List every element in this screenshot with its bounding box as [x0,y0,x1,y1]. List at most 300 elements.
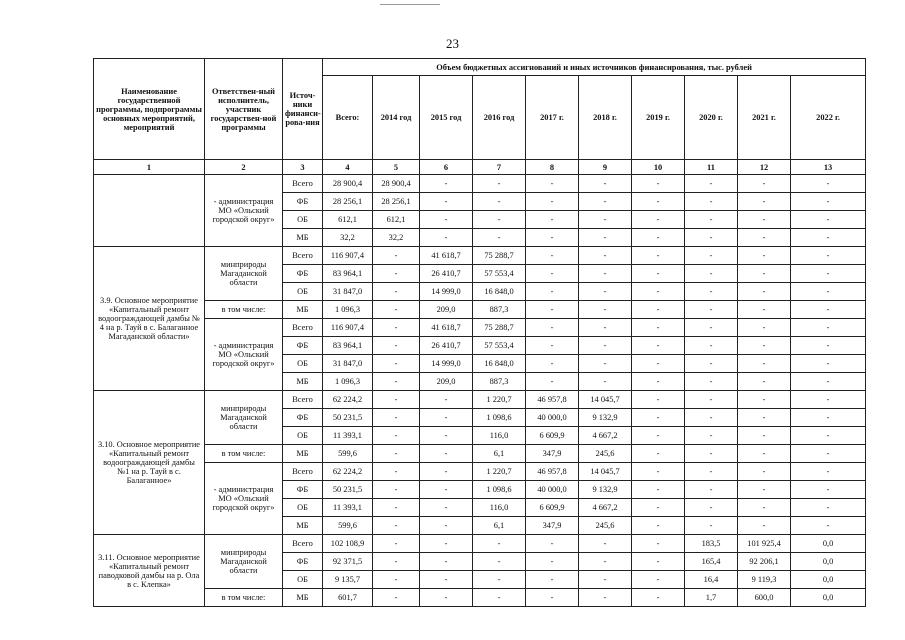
executor-note-cell: в том числе: [205,301,283,319]
value-cell: - [791,193,866,211]
funding-source-cell: ФБ [283,193,323,211]
value-cell: 31 847,0 [323,283,373,301]
value-cell: - [526,265,579,283]
value-cell: - [526,301,579,319]
value-cell: - [526,535,579,553]
funding-source-cell: ОБ [283,211,323,229]
value-cell: - [632,571,685,589]
value-cell: - [632,445,685,463]
column-number: 8 [526,160,579,175]
value-cell: - [632,535,685,553]
value-cell: - [420,481,473,499]
value-cell: - [526,553,579,571]
table-row [94,301,866,319]
table-row [94,247,866,265]
value-cell: - [685,517,738,535]
value-cell: - [420,427,473,445]
column-numbers-row [94,160,866,175]
value-cell: - [685,373,738,391]
value-cell: - [632,283,685,301]
value-cell: - [791,427,866,445]
value-cell: 75 288,7 [473,247,526,265]
value-cell: - [738,229,791,247]
header-year-2019: 2019 г. [632,76,685,160]
value-cell: - [420,589,473,607]
value-cell: - [579,283,632,301]
value-cell: - [791,481,866,499]
value-cell: 116,0 [473,427,526,445]
table-row [94,589,866,607]
executor-note-cell: в том числе: [205,589,283,607]
executor-cell: - администрация МО «Ольский городской округ» [205,463,283,535]
value-cell: 41 618,7 [420,319,473,337]
value-cell: 347,9 [526,517,579,535]
value-cell: 62 224,2 [323,463,373,481]
value-cell: - [373,589,420,607]
value-cell: - [373,481,420,499]
value-cell: - [685,391,738,409]
value-cell: - [579,337,632,355]
value-cell: - [685,445,738,463]
table-row [94,535,866,553]
value-cell: 50 231,5 [323,481,373,499]
value-cell: - [685,265,738,283]
column-number: 11 [685,160,738,175]
header-year-2014: 2014 год [373,76,420,160]
funding-source-cell: ОБ [283,355,323,373]
measure-name-cell [94,175,205,247]
value-cell: - [685,481,738,499]
financing-table [93,58,866,607]
value-cell: - [791,463,866,481]
value-cell: 165,4 [685,553,738,571]
value-cell: 183,5 [685,535,738,553]
column-number: 4 [323,160,373,175]
value-cell: - [791,517,866,535]
value-cell: - [738,175,791,193]
value-cell: 601,7 [323,589,373,607]
header-year-2020: 2020 г. [685,76,738,160]
funding-source-cell: Всего [283,247,323,265]
value-cell: - [579,265,632,283]
value-cell: - [738,247,791,265]
value-cell: - [526,589,579,607]
table-row [94,445,866,463]
value-cell: - [373,355,420,373]
value-cell: - [685,211,738,229]
value-cell: - [579,211,632,229]
value-cell: 11 393,1 [323,499,373,517]
value-cell: - [373,553,420,571]
value-cell: - [420,409,473,427]
funding-source-cell: МБ [283,445,323,463]
value-cell: - [579,319,632,337]
value-cell: 57 553,4 [473,337,526,355]
value-cell: - [420,517,473,535]
value-cell: 14 999,0 [420,355,473,373]
value-cell: - [373,301,420,319]
value-cell: 116 907,4 [323,319,373,337]
value-cell: - [579,589,632,607]
value-cell: - [473,553,526,571]
column-number: 6 [420,160,473,175]
value-cell: - [791,211,866,229]
executor-cell: - администрация МО «Ольский городской округ» [205,319,283,391]
value-cell: - [791,355,866,373]
value-cell: 9 135,7 [323,571,373,589]
value-cell: - [791,229,866,247]
funding-source-cell: ФБ [283,337,323,355]
value-cell: 14 045,7 [579,463,632,481]
value-cell: - [526,247,579,265]
header-funding-source: Источ-ники финанси-рова-ния [283,59,323,160]
value-cell: 14 045,7 [579,391,632,409]
value-cell: - [632,175,685,193]
value-cell: 347,9 [526,445,579,463]
value-cell: 0,0 [791,535,866,553]
value-cell: - [632,319,685,337]
value-cell: - [791,445,866,463]
value-cell: - [579,175,632,193]
value-cell: - [738,211,791,229]
value-cell: - [632,427,685,445]
value-cell: - [685,337,738,355]
value-cell: - [473,211,526,229]
value-cell: - [373,265,420,283]
value-cell: 1 220,7 [473,463,526,481]
value-cell: - [632,409,685,427]
value-cell: 16 848,0 [473,283,526,301]
value-cell: - [738,427,791,445]
value-cell: - [632,337,685,355]
executor-cell: минприроды Магаданской области [205,247,283,301]
value-cell: 50 231,5 [323,409,373,427]
value-cell: - [373,337,420,355]
value-cell: - [738,499,791,517]
column-number: 13 [791,160,866,175]
value-cell: - [685,463,738,481]
value-cell: - [738,319,791,337]
value-cell: 1 098,6 [473,481,526,499]
column-number: 10 [632,160,685,175]
value-cell: - [791,301,866,319]
value-cell: - [738,373,791,391]
value-cell: 11 393,1 [323,427,373,445]
value-cell: - [579,301,632,319]
value-cell: - [685,355,738,373]
value-cell: - [473,193,526,211]
value-cell: - [685,427,738,445]
column-number: 2 [205,160,283,175]
funding-source-cell: Всего [283,175,323,193]
column-number: 1 [94,160,205,175]
funding-source-cell: Всего [283,319,323,337]
measure-name-cell: 3.11. Основное мероприятие «Капитальный ремонт паводковой дамбы на р. Ола в с. Клепка» [94,535,205,607]
value-cell: - [685,283,738,301]
value-cell: 245,6 [579,517,632,535]
value-cell: - [738,463,791,481]
value-cell: - [632,553,685,571]
value-cell: 6,1 [473,445,526,463]
value-cell: - [373,463,420,481]
value-cell: 6 609,9 [526,499,579,517]
column-number: 9 [579,160,632,175]
table-row [94,319,866,337]
value-cell: - [579,373,632,391]
value-cell: 28 256,1 [323,193,373,211]
value-cell: - [420,445,473,463]
value-cell: - [632,589,685,607]
value-cell: 28 256,1 [373,193,420,211]
value-cell: - [526,175,579,193]
value-cell: - [685,301,738,319]
value-cell: 600,0 [738,589,791,607]
table-row [94,463,866,481]
value-cell: - [579,247,632,265]
value-cell: - [632,463,685,481]
value-cell: 4 667,2 [579,499,632,517]
value-cell: 599,6 [323,517,373,535]
value-cell: - [632,211,685,229]
funding-source-cell: Всего [283,391,323,409]
funding-source-cell: МБ [283,301,323,319]
value-cell: 209,0 [420,373,473,391]
scan-artifact-line [380,4,440,5]
value-cell: - [526,229,579,247]
value-cell: - [738,301,791,319]
executor-cell: минприроды Магаданской области [205,391,283,445]
value-cell: 16 848,0 [473,355,526,373]
measure-name-cell: 3.10. Основное мероприятие «Капитальный ремонт водоограждающей дамбы №1 на р. Тауй в с. Балаганное» [94,391,205,535]
header-year-2015: 2015 год [420,76,473,160]
header-year-2022: 2022 г. [791,76,866,160]
value-cell: - [473,571,526,589]
value-cell: - [632,355,685,373]
value-cell: 46 957,8 [526,463,579,481]
value-cell: - [791,499,866,517]
value-cell: - [579,535,632,553]
executor-cell: минприроды Магаданской области [205,535,283,589]
value-cell: - [420,211,473,229]
value-cell: - [420,571,473,589]
value-cell: 41 618,7 [420,247,473,265]
value-cell: - [420,499,473,517]
value-cell: - [685,247,738,265]
value-cell: - [685,409,738,427]
value-cell: - [685,229,738,247]
header-year-2017: 2017 г. [526,76,579,160]
value-cell: 26 410,7 [420,265,473,283]
value-cell: - [373,571,420,589]
value-cell: - [632,517,685,535]
header-year-2021: 2021 г. [738,76,791,160]
value-cell: - [632,301,685,319]
value-cell: 6,1 [473,517,526,535]
value-cell: 31 847,0 [323,355,373,373]
value-cell: - [526,571,579,589]
header-executor: Ответствен-ный исполнитель, участник государствен-ной программы [205,59,283,160]
value-cell: - [685,319,738,337]
funding-source-cell: МБ [283,589,323,607]
value-cell: 92 371,5 [323,553,373,571]
value-cell: 83 964,1 [323,337,373,355]
value-cell: 40 000,0 [526,481,579,499]
value-cell: - [420,535,473,553]
value-cell: 612,1 [373,211,420,229]
value-cell: - [373,391,420,409]
value-cell: 16,4 [685,571,738,589]
value-cell: - [738,355,791,373]
value-cell: - [738,445,791,463]
funding-source-cell: ФБ [283,553,323,571]
executor-cell: - администрация МО «Ольский городской округ» [205,175,283,247]
value-cell: 102 108,9 [323,535,373,553]
funding-source-cell: Всего [283,463,323,481]
column-number: 3 [283,160,323,175]
value-cell: - [473,589,526,607]
value-cell: 83 964,1 [323,265,373,283]
value-cell: - [579,553,632,571]
value-cell: 887,3 [473,373,526,391]
value-cell: 9 119,3 [738,571,791,589]
header-year-2016: 2016 год [473,76,526,160]
value-cell: - [579,193,632,211]
value-cell: 75 288,7 [473,319,526,337]
value-cell: - [579,355,632,373]
funding-source-cell: МБ [283,373,323,391]
value-cell: - [738,265,791,283]
value-cell: 32,2 [373,229,420,247]
value-cell: 209,0 [420,301,473,319]
value-cell: 1 096,3 [323,301,373,319]
value-cell: - [791,265,866,283]
value-cell: 9 132,9 [579,409,632,427]
value-cell: - [738,517,791,535]
value-cell: - [738,337,791,355]
value-cell: 245,6 [579,445,632,463]
executor-note-cell: в том числе: [205,445,283,463]
page-number: 23 [446,36,459,51]
value-cell: - [632,229,685,247]
table-row [94,175,866,193]
value-cell: - [526,337,579,355]
table-row [94,391,866,409]
value-cell: - [420,391,473,409]
value-cell: - [373,283,420,301]
value-cell: - [791,373,866,391]
value-cell: - [738,409,791,427]
value-cell: - [373,499,420,517]
header-year-total: Всего: [323,76,373,160]
value-cell: - [632,499,685,517]
value-cell: - [473,175,526,193]
value-cell: 116,0 [473,499,526,517]
value-cell: - [373,427,420,445]
value-cell: 0,0 [791,589,866,607]
value-cell: - [685,175,738,193]
funding-source-cell: ФБ [283,481,323,499]
value-cell: 14 999,0 [420,283,473,301]
value-cell: - [526,355,579,373]
value-cell: - [420,229,473,247]
column-number: 7 [473,160,526,175]
value-cell: - [791,283,866,301]
value-cell: 62 224,2 [323,391,373,409]
value-cell: 1 098,6 [473,409,526,427]
funding-source-cell: ОБ [283,427,323,445]
value-cell: - [685,499,738,517]
value-cell: - [791,409,866,427]
value-cell: 28 900,4 [373,175,420,193]
value-cell: 116 907,4 [323,247,373,265]
value-cell: 1 220,7 [473,391,526,409]
value-cell: - [526,283,579,301]
header-program-name: Наименование государственной программы, подпрограммы основных мероприятий, мероприятий [94,59,205,160]
value-cell: - [373,517,420,535]
value-cell: - [791,175,866,193]
value-cell: - [685,193,738,211]
value-cell: - [473,535,526,553]
value-cell: 612,1 [323,211,373,229]
value-cell: - [632,373,685,391]
value-cell: - [373,247,420,265]
value-cell: - [526,211,579,229]
value-cell: - [738,481,791,499]
funding-source-cell: ОБ [283,283,323,301]
value-cell: - [473,229,526,247]
value-cell: - [791,337,866,355]
value-cell: - [373,319,420,337]
value-cell: - [420,463,473,481]
value-cell: 887,3 [473,301,526,319]
value-cell: - [373,373,420,391]
value-cell: - [420,193,473,211]
funding-source-cell: ОБ [283,571,323,589]
value-cell: 1,7 [685,589,738,607]
value-cell: 101 925,4 [738,535,791,553]
value-cell: 26 410,7 [420,337,473,355]
value-cell: - [738,193,791,211]
value-cell: - [373,445,420,463]
column-number: 12 [738,160,791,175]
value-cell: 0,0 [791,571,866,589]
value-cell: 28 900,4 [323,175,373,193]
value-cell: - [791,391,866,409]
value-cell: - [738,283,791,301]
funding-source-cell: ФБ [283,265,323,283]
value-cell: - [526,319,579,337]
value-cell: 57 553,4 [473,265,526,283]
header-year-2018: 2018 г. [579,76,632,160]
value-cell: 46 957,8 [526,391,579,409]
measure-name-cell: 3.9. Основное мероприятие «Капитальный ремонт водоограждающей дамбы № 4 на р. Тауй в с. Балаганное Магаданской области» [94,247,205,391]
value-cell: - [420,175,473,193]
value-cell: - [632,391,685,409]
value-cell: 0,0 [791,553,866,571]
value-cell: - [373,535,420,553]
value-cell: 6 609,9 [526,427,579,445]
value-cell: - [526,373,579,391]
value-cell: 4 667,2 [579,427,632,445]
value-cell: - [738,391,791,409]
table-body [94,175,866,607]
funding-source-cell: МБ [283,229,323,247]
value-cell: 599,6 [323,445,373,463]
value-cell: - [420,553,473,571]
value-cell: 92 206,1 [738,553,791,571]
value-cell: 32,2 [323,229,373,247]
value-cell: - [632,193,685,211]
